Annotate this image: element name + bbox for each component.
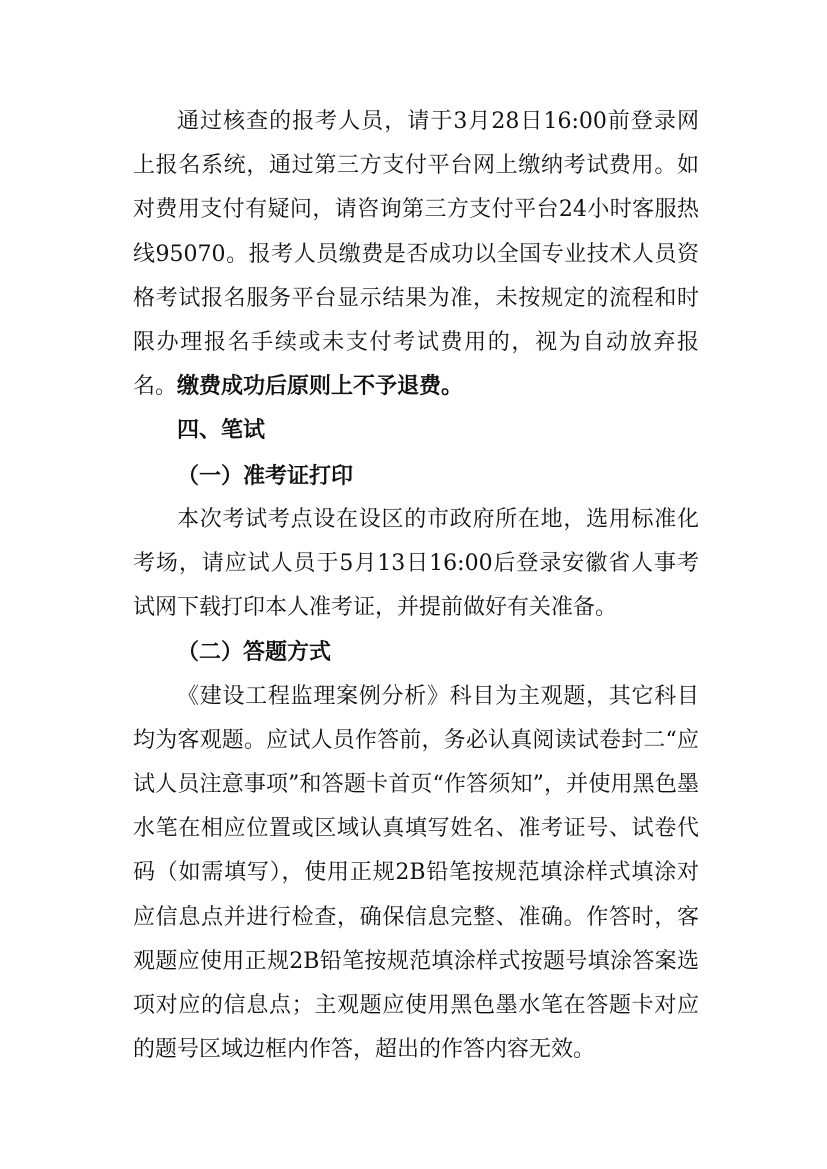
paragraph-fee-payment (133, 100, 699, 409)
subsection-heading-admission-ticket: （一）准考证打印 (177, 462, 354, 489)
section-heading-written-exam: 四、笔试 (177, 418, 266, 444)
paragraph-answer-method: 《建设工程监理案例分析》科目为主观题，其它科目均为客观题。应试人员作答前，务必认真阅读试卷封二“应试人员注意事项”和答题卡首页“作答须知”，并使用黑色墨水笔在相应位置或区域认真填写姓名、准考证号、试卷代码（如需填写），使用正规2B铅笔按规范填涂样式填涂对应信息点并进行检查，确保信息完整、准确。作答时，客观题应使用正规2B铅笔按规范填涂样式按题号填涂答案选项对应的信息点；主观题应使用黑色墨水笔在答题卡对应的题号区域边框内作答，超出的作答内容无效。 (133, 683, 699, 1063)
subsection-heading-answer-method: （二）答题方式 (177, 639, 332, 666)
paragraph-admission-ticket: 本次考试考点设在设区的市政府所在地，选用标准化考场，请应试人员于5月13日16:00后登录安徽省人事考试网下载打印本人准考证，并提前做好有关准备。 (133, 506, 699, 621)
no-refund-notice: 缴费成功后原则上不予退费。 (177, 374, 464, 400)
fee-payment-text: 通过核查的报考人员，请于3月28日16:00前登录网上报名系统，通过第三方支付平台网上缴纳考试费用。如对费用支付有疑问，请咨询第三方支付平台24小时客服热线95070。报考人员缴费是否成功以全国专业技术人员资格考试报名服务平台显示结果为准，未按规定的流程和时限办理报名手续或未支付考试费用的，视为自动放弃报名。 (133, 109, 699, 400)
document-body (133, 100, 699, 1072)
